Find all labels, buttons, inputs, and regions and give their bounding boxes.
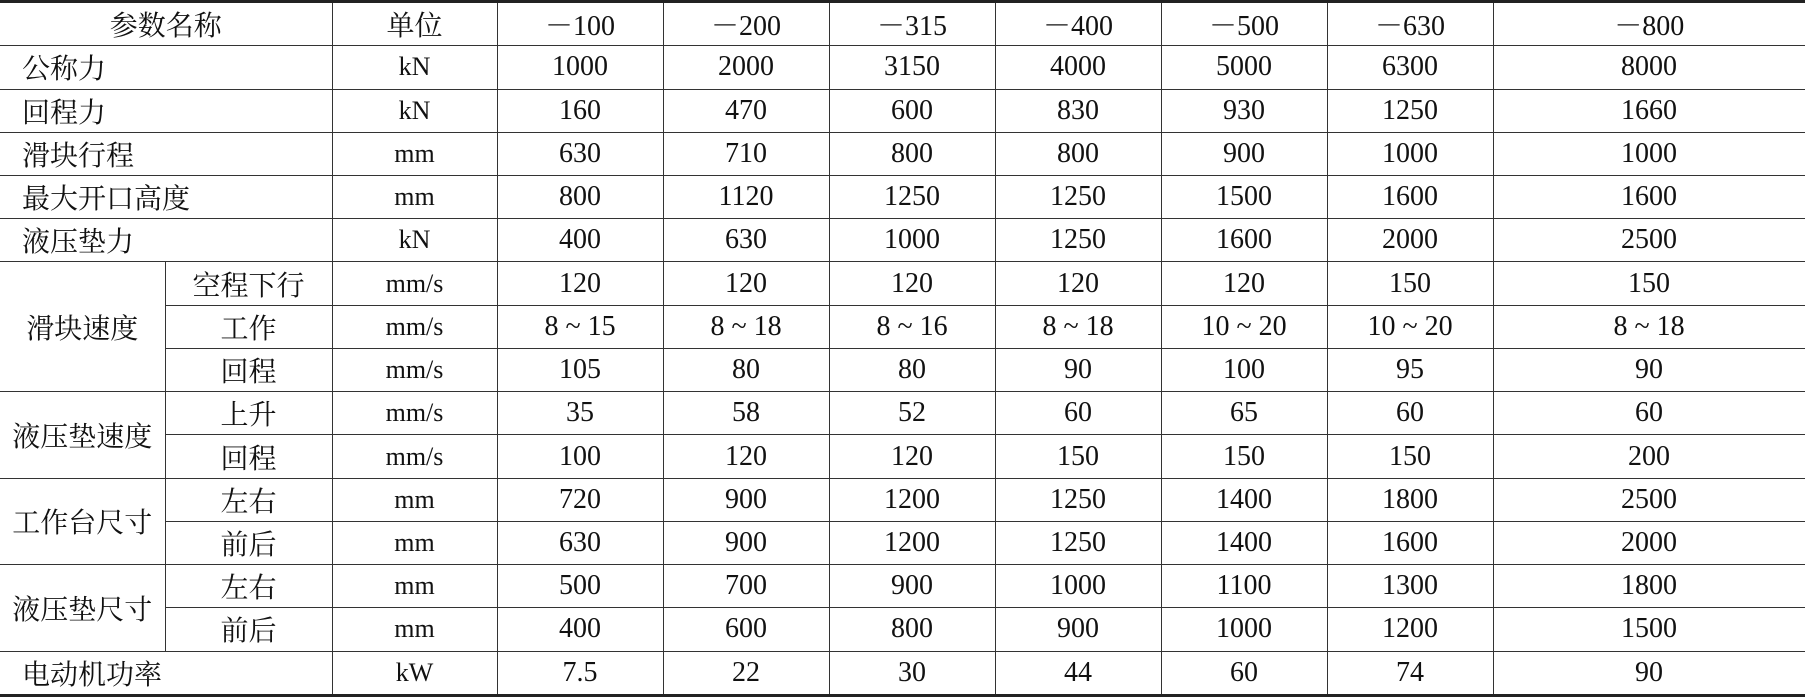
value-cell: 52	[829, 392, 995, 435]
value-cell: 160	[497, 89, 663, 132]
group-name: 液压垫速度	[0, 392, 165, 478]
value-cell: 8 ~ 16	[829, 305, 995, 348]
value-cell: 1600	[1327, 521, 1493, 564]
value-cell: 700	[663, 565, 829, 608]
value-cell: 1000	[497, 46, 663, 89]
value-cell: 150	[1493, 262, 1805, 305]
value-cell: 150	[1327, 435, 1493, 478]
param-name: 最大开口高度	[0, 176, 332, 219]
sub-param-name: 左右	[165, 478, 332, 521]
unit-cell: mm/s	[332, 348, 497, 391]
value-cell: 1200	[829, 478, 995, 521]
sub-param-name: 左右	[165, 565, 332, 608]
value-cell: 58	[663, 392, 829, 435]
table-row	[0, 262, 1805, 305]
value-cell: 80	[663, 348, 829, 391]
value-cell: 7.5	[497, 651, 663, 695]
value-cell: 400	[497, 608, 663, 651]
value-cell: 800	[497, 176, 663, 219]
unit-cell: kN	[332, 46, 497, 89]
value-cell: 720	[497, 478, 663, 521]
value-cell: 8 ~ 18	[1493, 305, 1805, 348]
value-cell: 60	[1161, 651, 1327, 695]
unit-cell: mm	[332, 608, 497, 651]
value-cell: 150	[995, 435, 1161, 478]
value-cell: 120	[1161, 262, 1327, 305]
header-param-name: 参数名称	[0, 2, 332, 46]
param-name: 液压垫力	[0, 219, 332, 262]
value-cell: 90	[1493, 651, 1805, 695]
value-cell: 710	[663, 132, 829, 175]
group-name: 滑块速度	[0, 262, 165, 392]
table-row	[0, 392, 1805, 435]
value-cell: 1100	[1161, 565, 1327, 608]
value-cell: 1000	[1493, 132, 1805, 175]
value-cell: 2000	[663, 46, 829, 89]
value-cell: 10 ~ 20	[1327, 305, 1493, 348]
value-cell: 2500	[1493, 478, 1805, 521]
value-cell: 65	[1161, 392, 1327, 435]
value-cell: 22	[663, 651, 829, 695]
table-row	[0, 305, 1805, 348]
value-cell: 100	[1161, 348, 1327, 391]
value-cell: 600	[663, 608, 829, 651]
value-cell: 800	[995, 132, 1161, 175]
value-cell: 1600	[1493, 176, 1805, 219]
table-row	[0, 176, 1805, 219]
unit-cell: mm	[332, 565, 497, 608]
value-cell: 60	[995, 392, 1161, 435]
value-cell: 600	[829, 89, 995, 132]
value-cell: 10 ~ 20	[1161, 305, 1327, 348]
value-cell: 1400	[1161, 478, 1327, 521]
sub-param-name: 回程	[165, 435, 332, 478]
header-unit: 单位	[332, 2, 497, 46]
sub-param-name: 回程	[165, 348, 332, 391]
header-row	[0, 2, 1805, 46]
value-cell: 1800	[1327, 478, 1493, 521]
value-cell: 1000	[829, 219, 995, 262]
value-cell: 3150	[829, 46, 995, 89]
value-cell: 470	[663, 89, 829, 132]
header-model: －500	[1161, 2, 1327, 46]
header-model: －100	[497, 2, 663, 46]
group-name: 工作台尺寸	[0, 478, 165, 564]
table-row	[0, 89, 1805, 132]
value-cell: 120	[663, 262, 829, 305]
value-cell: 35	[497, 392, 663, 435]
group-name: 液压垫尺寸	[0, 565, 165, 651]
value-cell: 1250	[995, 176, 1161, 219]
value-cell: 4000	[995, 46, 1161, 89]
table-row	[0, 565, 1805, 608]
table-row	[0, 435, 1805, 478]
value-cell: 44	[995, 651, 1161, 695]
sub-param-name: 工作	[165, 305, 332, 348]
value-cell: 150	[1161, 435, 1327, 478]
header-model: －630	[1327, 2, 1493, 46]
value-cell: 8 ~ 15	[497, 305, 663, 348]
value-cell: 8 ~ 18	[663, 305, 829, 348]
value-cell: 900	[663, 521, 829, 564]
value-cell: 150	[1327, 262, 1493, 305]
value-cell: 120	[497, 262, 663, 305]
value-cell: 60	[1327, 392, 1493, 435]
param-name: 回程力	[0, 89, 332, 132]
value-cell: 1250	[829, 176, 995, 219]
unit-cell: mm/s	[332, 392, 497, 435]
value-cell: 1400	[1161, 521, 1327, 564]
value-cell: 30	[829, 651, 995, 695]
value-cell: 90	[995, 348, 1161, 391]
value-cell: 2000	[1327, 219, 1493, 262]
header-model: －315	[829, 2, 995, 46]
unit-cell: mm/s	[332, 262, 497, 305]
value-cell: 1250	[995, 219, 1161, 262]
value-cell: 8000	[1493, 46, 1805, 89]
value-cell: 8 ~ 18	[995, 305, 1161, 348]
table-row	[0, 348, 1805, 391]
table-row	[0, 132, 1805, 175]
value-cell: 100	[497, 435, 663, 478]
unit-cell: mm	[332, 132, 497, 175]
table-row	[0, 219, 1805, 262]
value-cell: 800	[829, 608, 995, 651]
value-cell: 95	[1327, 348, 1493, 391]
value-cell: 800	[829, 132, 995, 175]
value-cell: 1600	[1161, 219, 1327, 262]
value-cell: 1250	[995, 478, 1161, 521]
value-cell: 1600	[1327, 176, 1493, 219]
value-cell: 1000	[995, 565, 1161, 608]
unit-cell: kN	[332, 219, 497, 262]
value-cell: 900	[995, 608, 1161, 651]
header-model: －400	[995, 2, 1161, 46]
table-row	[0, 46, 1805, 89]
value-cell: 90	[1493, 348, 1805, 391]
value-cell: 2000	[1493, 521, 1805, 564]
value-cell: 105	[497, 348, 663, 391]
value-cell: 1660	[1493, 89, 1805, 132]
value-cell: 1120	[663, 176, 829, 219]
table-row	[0, 478, 1805, 521]
unit-cell: mm	[332, 521, 497, 564]
value-cell: 80	[829, 348, 995, 391]
value-cell: 900	[1161, 132, 1327, 175]
unit-cell: mm	[332, 478, 497, 521]
value-cell: 120	[829, 435, 995, 478]
sub-param-name: 前后	[165, 521, 332, 564]
value-cell: 6300	[1327, 46, 1493, 89]
unit-cell: mm/s	[332, 305, 497, 348]
value-cell: 120	[663, 435, 829, 478]
value-cell: 200	[1493, 435, 1805, 478]
value-cell: 930	[1161, 89, 1327, 132]
value-cell: 1200	[1327, 608, 1493, 651]
sub-param-name: 上升	[165, 392, 332, 435]
unit-cell: kW	[332, 651, 497, 695]
value-cell: 1500	[1161, 176, 1327, 219]
unit-cell: mm/s	[332, 435, 497, 478]
table-row	[0, 651, 1805, 695]
value-cell: 1200	[829, 521, 995, 564]
value-cell: 120	[829, 262, 995, 305]
value-cell: 60	[1493, 392, 1805, 435]
value-cell: 1300	[1327, 565, 1493, 608]
value-cell: 2500	[1493, 219, 1805, 262]
value-cell: 120	[995, 262, 1161, 305]
unit-cell: kN	[332, 89, 497, 132]
unit-cell: mm	[332, 176, 497, 219]
value-cell: 630	[497, 521, 663, 564]
value-cell: 74	[1327, 651, 1493, 695]
value-cell: 630	[497, 132, 663, 175]
value-cell: 1800	[1493, 565, 1805, 608]
value-cell: 1000	[1327, 132, 1493, 175]
value-cell: 830	[995, 89, 1161, 132]
value-cell: 900	[663, 478, 829, 521]
sub-param-name: 空程下行	[165, 262, 332, 305]
value-cell: 1500	[1493, 608, 1805, 651]
sub-param-name: 前后	[165, 608, 332, 651]
header-model: －200	[663, 2, 829, 46]
header-model: －800	[1493, 2, 1805, 46]
param-name: 公称力	[0, 46, 332, 89]
param-name: 电动机功率	[0, 651, 332, 695]
table-row	[0, 608, 1805, 651]
table-row	[0, 521, 1805, 564]
value-cell: 1250	[1327, 89, 1493, 132]
value-cell: 500	[497, 565, 663, 608]
value-cell: 400	[497, 219, 663, 262]
value-cell: 630	[663, 219, 829, 262]
value-cell: 5000	[1161, 46, 1327, 89]
value-cell: 1000	[1161, 608, 1327, 651]
param-name: 滑块行程	[0, 132, 332, 175]
value-cell: 1250	[995, 521, 1161, 564]
value-cell: 900	[829, 565, 995, 608]
